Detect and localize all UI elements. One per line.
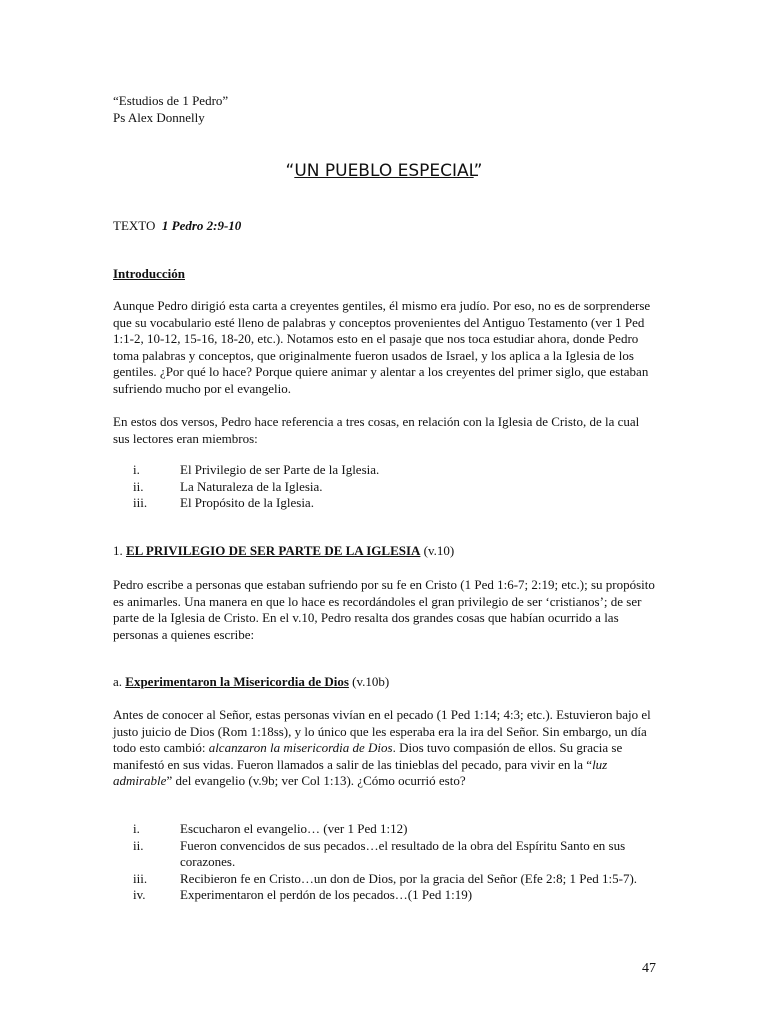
list-item-number: iv.: [133, 887, 146, 902]
list-item-number: iii.: [133, 870, 148, 886]
section-a-verse: (v.10b): [348, 674, 390, 689]
list-item-number: ii.: [133, 478, 144, 494]
list-item: [113, 887, 658, 904]
list-item-number: iii.: [133, 495, 148, 510]
title-open-quote: “: [285, 161, 295, 181]
section-a-italic-2: luz admirable: [113, 756, 608, 788]
section-1-number: 1.: [113, 543, 126, 558]
list-item-number: i.: [133, 821, 140, 836]
section-a-italic-1: alcanzaron la misericordia de Dios: [208, 740, 393, 755]
list-item-text: El Propósito de la Iglesia.: [180, 495, 314, 510]
texto-label: TEXTO: [113, 218, 156, 233]
page-title: [0, 160, 768, 182]
list-item-text: Experimentaron el perdón de los pecados…(1 Ped 1:19): [180, 887, 473, 902]
author-name: Ps Alex Donnelly: [113, 109, 205, 125]
section-a-letter: a.: [113, 674, 126, 689]
series-title: “Estudios de 1 Pedro”: [113, 93, 229, 108]
list-item: [113, 479, 658, 496]
section-a-text-1: Antes de conocer al Señor, estas personas vivían en el pecado (1 Ped 1:14; 4:3; etc.). Estuvieron bajo el justo juicio de Dios (Rom 1:18ss), y lo único que les esperaba era la ira del Señor. Sin embargo, un día todo esto cambió:: [113, 707, 651, 755]
section-a-title: Experimentaron la Misericordia de Dios: [125, 674, 349, 689]
section-1-paragraph: Pedro escribe a personas que estaban sufriendo por su fe en Cristo (1 Ped 1:6-7; 2:19; etc.); su propósito es animarles. Una manera en que lo hace es recordándoles el gran privilegio de ser ‘cristianos’; de ser parte de la Iglesia de Cristo. En el v.10, Pedro resalta dos grandes cosas que habían ocurrido a las personas a quienes escribe:: [113, 577, 655, 642]
list-item: [113, 838, 658, 871]
section-a-list: [113, 821, 658, 904]
page-number: 47: [642, 961, 656, 976]
list-item: [113, 462, 658, 479]
texto-reference: 1 Pedro 2:9-10: [161, 218, 242, 233]
intro-paragraph-2: En estos dos versos, Pedro hace referencia a tres cosas, en relación con la Iglesia de Cristo, de la cual sus lectores eran miembros:: [113, 414, 640, 446]
document-header: [113, 93, 228, 126]
intro-heading: Introducción: [113, 266, 185, 281]
list-item: [113, 821, 658, 838]
intro-list: [113, 462, 658, 512]
section-a-text-3: ” del evangelio (v.9b; ver Col 1:13). ¿Cómo ocurrió esto?: [166, 773, 466, 788]
list-item-text: Recibieron fe en Cristo…un don de Dios, por la gracia del Señor (Efe 2:8; 1 Ped 1:5-7).: [180, 870, 638, 886]
section-a-paragraph: [113, 707, 658, 790]
title-text: UN PUEBLO ESPECIAL: [294, 161, 474, 181]
list-item-number: i.: [133, 462, 140, 477]
section-1-verse: (v.10): [420, 543, 455, 558]
list-item-text: La Naturaleza de la Iglesia.: [180, 478, 323, 494]
section-a-text-2: . Dios tuvo compasión de ellos. Su gracia se manifestó en sus vidas. Fueron llamados a salir de las tinieblas del pecado, para vivir en la “: [113, 740, 623, 772]
list-item-text: Escucharon el evangelio… (ver 1 Ped 1:12): [180, 821, 408, 836]
list-item-text: Fueron convencidos de sus pecados…el resultado de la obra del Espíritu Santo en sus corazones.: [180, 837, 626, 869]
title-close-quote: ”: [473, 161, 483, 181]
scripture-text: [113, 218, 241, 235]
section-1-heading: [113, 543, 454, 560]
list-item-number: ii.: [133, 837, 144, 853]
section-a-heading: [113, 674, 389, 691]
list-item: [113, 495, 658, 512]
section-1-title: EL PRIVILEGIO DE SER PARTE DE LA IGLESIA: [126, 543, 421, 558]
intro-paragraph-1: Aunque Pedro dirigió esta carta a creyentes gentiles, él mismo era judío. Por eso, no es de sorprenderse que su vocabulario esté lleno de palabras y conceptos provenientes del Antiguo Testamento (ver 1 Ped 1:1-2, 10-12, 15-16, 18-20, etc.). Notamos esto en el pasaje que nos toca estudiar ahora, donde Pedro toma palabras y conceptos, que originalmente fueron usados de Israel, y los aplica a la Iglesia de los gentiles. ¿Por qué lo hace? Porque quiere animar y alentar a los creyentes del primer siglo, que estaban sufriendo mucho por el evangelio.: [113, 298, 651, 396]
list-item-text: El Privilegio de ser Parte de la Iglesia.: [180, 462, 380, 477]
list-item: [113, 871, 658, 888]
